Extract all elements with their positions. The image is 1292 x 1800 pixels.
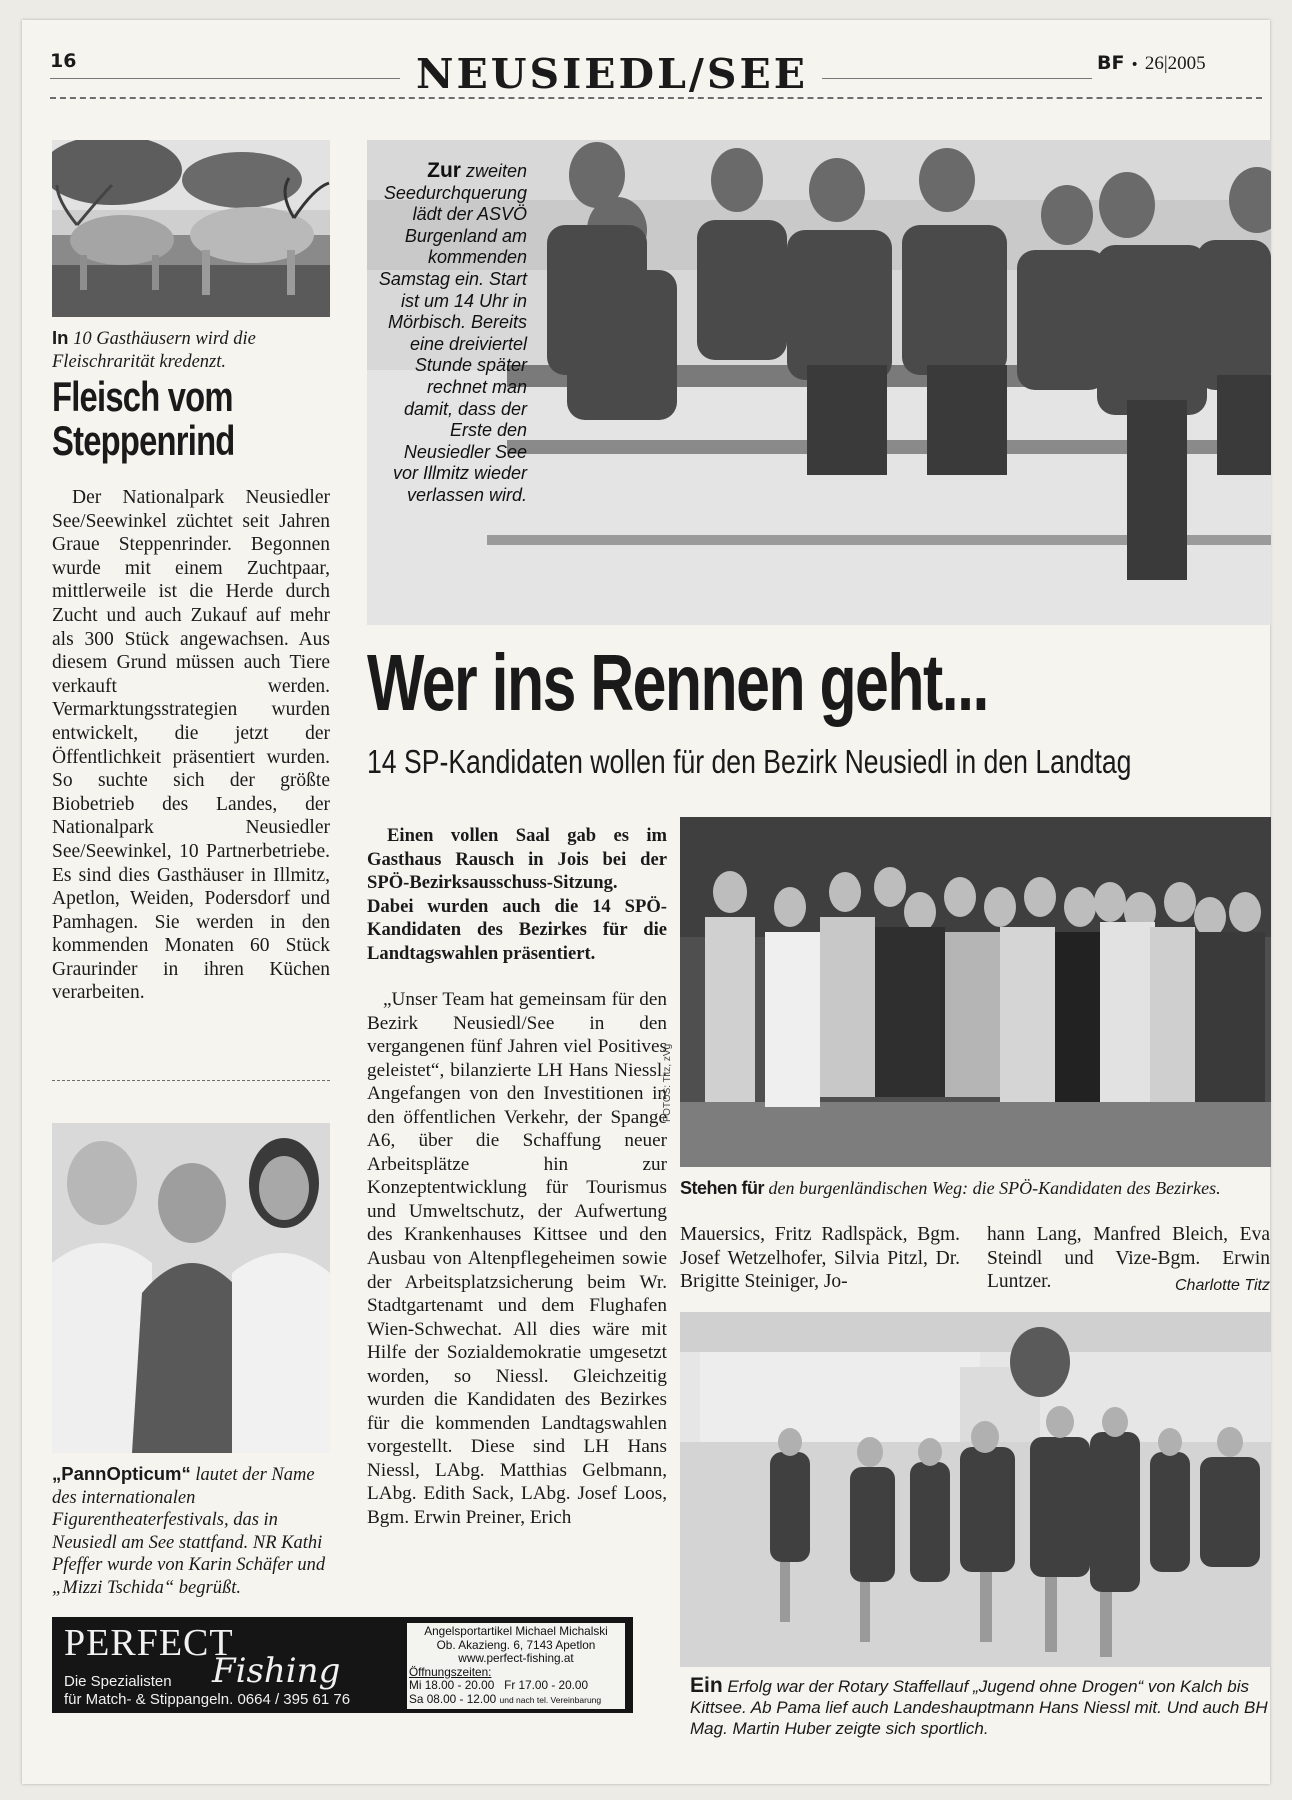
issue-line: [1097, 52, 1206, 75]
relay-caption: [690, 1675, 1271, 1739]
cattle-caption: [52, 327, 330, 373]
ad-hours-2: Fr 17.00 - 20.00: [504, 1678, 589, 1692]
candidates-caption-text: den burgenländischen Weg: die SPÖ-Kandidaten des Bezirkes.: [768, 1178, 1221, 1198]
main-lead: Einen vollen Saal gab es im Gasthaus Rausch in Jois bei der SPÖ-Bezirksausschuss-Sitzung. Dabei wurden auch die 14 SPÖ-Kandidaten des Bezirkes für die Landtagswahlen präsentiert.: [367, 825, 667, 964]
ad-tagline-2: für Match- & Stippangeln.: [64, 1691, 234, 1708]
panopticum-caption: [52, 1463, 330, 1599]
cattle-caption-text: 10 Gasthäusern wird die Fleischrarität kredenzt.: [52, 329, 256, 372]
photo-credit: FOTOS: Titz, zVg: [662, 1043, 673, 1122]
candidates-caption-lead: Stehen für: [680, 1178, 765, 1198]
author-byline: Charlotte Titz: [1175, 1277, 1270, 1294]
header-rule-left: [50, 78, 400, 79]
ad-hours-row: [407, 1679, 625, 1693]
swim-caption-text: zweiten Seedurchquerung lädt der ASVÖ Burgenland am kommenden Samstag ein. Start ist um 14 Uhr in Mörbisch. Bereits eine dreiviertel Stunde später rechnet man damit, dass der Erste den Neusiedler See vor Illmitz wieder verlassen wird.: [378, 161, 527, 505]
issue-number: 26|2005: [1144, 53, 1206, 74]
section-title: NEUSIEDL/SEE: [416, 50, 808, 98]
swim-caption-lead: Zur: [427, 159, 461, 182]
panopticum-caption-lead: „PannOpticum“: [52, 1463, 191, 1484]
ad-tagline-2-line: [64, 1691, 350, 1708]
ad-hours-1: Mi 18.00 - 20.00: [409, 1678, 495, 1692]
main-headline: Wer ins Rennen geht...: [367, 638, 988, 727]
main-subhead: 14 SP-Kandidaten wollen für den Bezirk Neusiedl in den Landtag: [367, 743, 1132, 780]
header-divider: [50, 97, 1262, 99]
steppenrind-headline: Fleisch vom Steppenrind: [52, 373, 235, 464]
ad-hours-note: und nach tel. Vereinbarung: [499, 1694, 602, 1705]
ad-hours-row-2: [407, 1693, 625, 1708]
continuation-col-1: Mauersics, Fritz Radlspäck, Bgm. Josef Wetzelhofer, Silvia Pitzl, Dr. Brigitte Steiniger, Jo-: [680, 1224, 960, 1293]
main-body: „Unser Team hat gemeinsam für den Bezirk Neusiedl/See in den vergangenen fünf Jahren viel Positives geleistet“, bilanzierte LH Hans Niessl. Angefangen von den Investitionen in den öffentlichen Verkehr, der Spange A6, über die Schaffung neuer Arbeitsplätze hin zur Konzeptentwicklung für Tourismus und Umweltschutz, der Aufwertung des Krankenhauses Kittsee und den Ausbau von Altenpflegeheimen sowie der Arbeitsplatzsicherung beim Wr. Stadtgartenamt und dem Flughafen Wien-Schwechat. All dies wäre mit Hilfe der Sozialdemokratie umgesetzt worden, so Niessl. Gleichzeitig wurden die Kandidaten des Bezirkes für die kommenden Landtagswahlen vorgestellt. Diese sind LH Hans Niessl, LAbg. Matthias Gelbmann, LAbg. Edith Sack, LAbg. Josef Loos, Bgm. Erwin Preiner, Erich: [367, 989, 667, 1529]
ad-hours-3: Sa 08.00 - 12.00: [409, 1691, 497, 1706]
newspaper-page: [22, 20, 1270, 1784]
relay-caption-lead: Ein: [690, 1674, 723, 1697]
header-rule-right: [822, 78, 1092, 79]
relay-run-photo: [680, 1312, 1271, 1667]
candidates-photo: [680, 817, 1271, 1167]
left-divider: [52, 1080, 330, 1081]
ad-info-box: [407, 1623, 625, 1709]
cattle-caption-lead: In: [52, 327, 69, 348]
ad-script: Fishing: [212, 1651, 341, 1691]
cattle-photo: [52, 140, 330, 317]
paper-logo: BF: [1097, 52, 1125, 74]
ad-shop: Angelsportartikel Michael Michalski: [424, 1624, 608, 1638]
page-number: 16: [50, 50, 77, 72]
bullet: •: [1130, 57, 1139, 73]
ad-web[interactable]: www.perfect-fishing.at: [458, 1651, 574, 1665]
perfect-fishing-ad[interactable]: [52, 1617, 633, 1713]
ad-brand: PERFECT: [64, 1622, 234, 1664]
ad-address: Ob. Akazieng. 6, 7143 Apetlon: [436, 1637, 596, 1652]
continuation-col-2: hann Lang, Manfred Bleich, Eva Steindl und Vize-Bgm. Erwin Luntzer.: [987, 1224, 1270, 1293]
relay-caption-text: Erfolg war der Rotary Staffellauf „Jugend ohne Drogen“ von Kalch bis Kittsee. Ab Pama lief auch Landeshauptmann Hans Niessl mit. Und auch BH Mag. Martin Huber zeigte sich sportlich.: [690, 1677, 1268, 1738]
ad-phone[interactable]: 0664 / 395 61 76: [237, 1691, 351, 1708]
steppenrind-body: Der Nationalpark Neusiedler See/Seewinkel züchtet seit Jahren Graue Steppenrinder. Begonnen wurde mit einem Zuchtpaar, mittlerweile ist die Herde durch Zucht und auch Zukauf auf mehr als 300 Stück angewachsen. Aus diesem Grund müssen auch Tiere verkauft werden. Vermarktungsstrategien wurden entwickelt, die jetzt der Öffentlichkeit präsentiert wurden. So suchte sich der größte Biobetrieb des Landes, der Nationalpark Neusiedler See/Seewinkel, 10 Partnerbetriebe. Es sind dies Gasthäuser in Illmitz, Apetlon, Weiden, Podersdorf und Pamhagen. Sie werden in den kommenden Monaten 60 Stück Graurinder in ihren Küchen verarbeiten.: [52, 487, 330, 1004]
ad-tagline-1: Die Spezialisten: [64, 1673, 172, 1690]
ad-hours-title: Öffnungszeiten:: [409, 1664, 492, 1679]
swim-caption: [377, 160, 527, 507]
candidates-caption: [680, 1177, 1271, 1200]
panopticum-photo: [52, 1123, 330, 1453]
panopticum-caption-text: lautet der Name des internationalen Figurentheaterfestivals, das in Neusiedl am See stattfand. NR Kathi Pfeffer wurde von Karin Schäfer und „Mizzi Tschida“ begrüßt.: [52, 1465, 326, 1598]
